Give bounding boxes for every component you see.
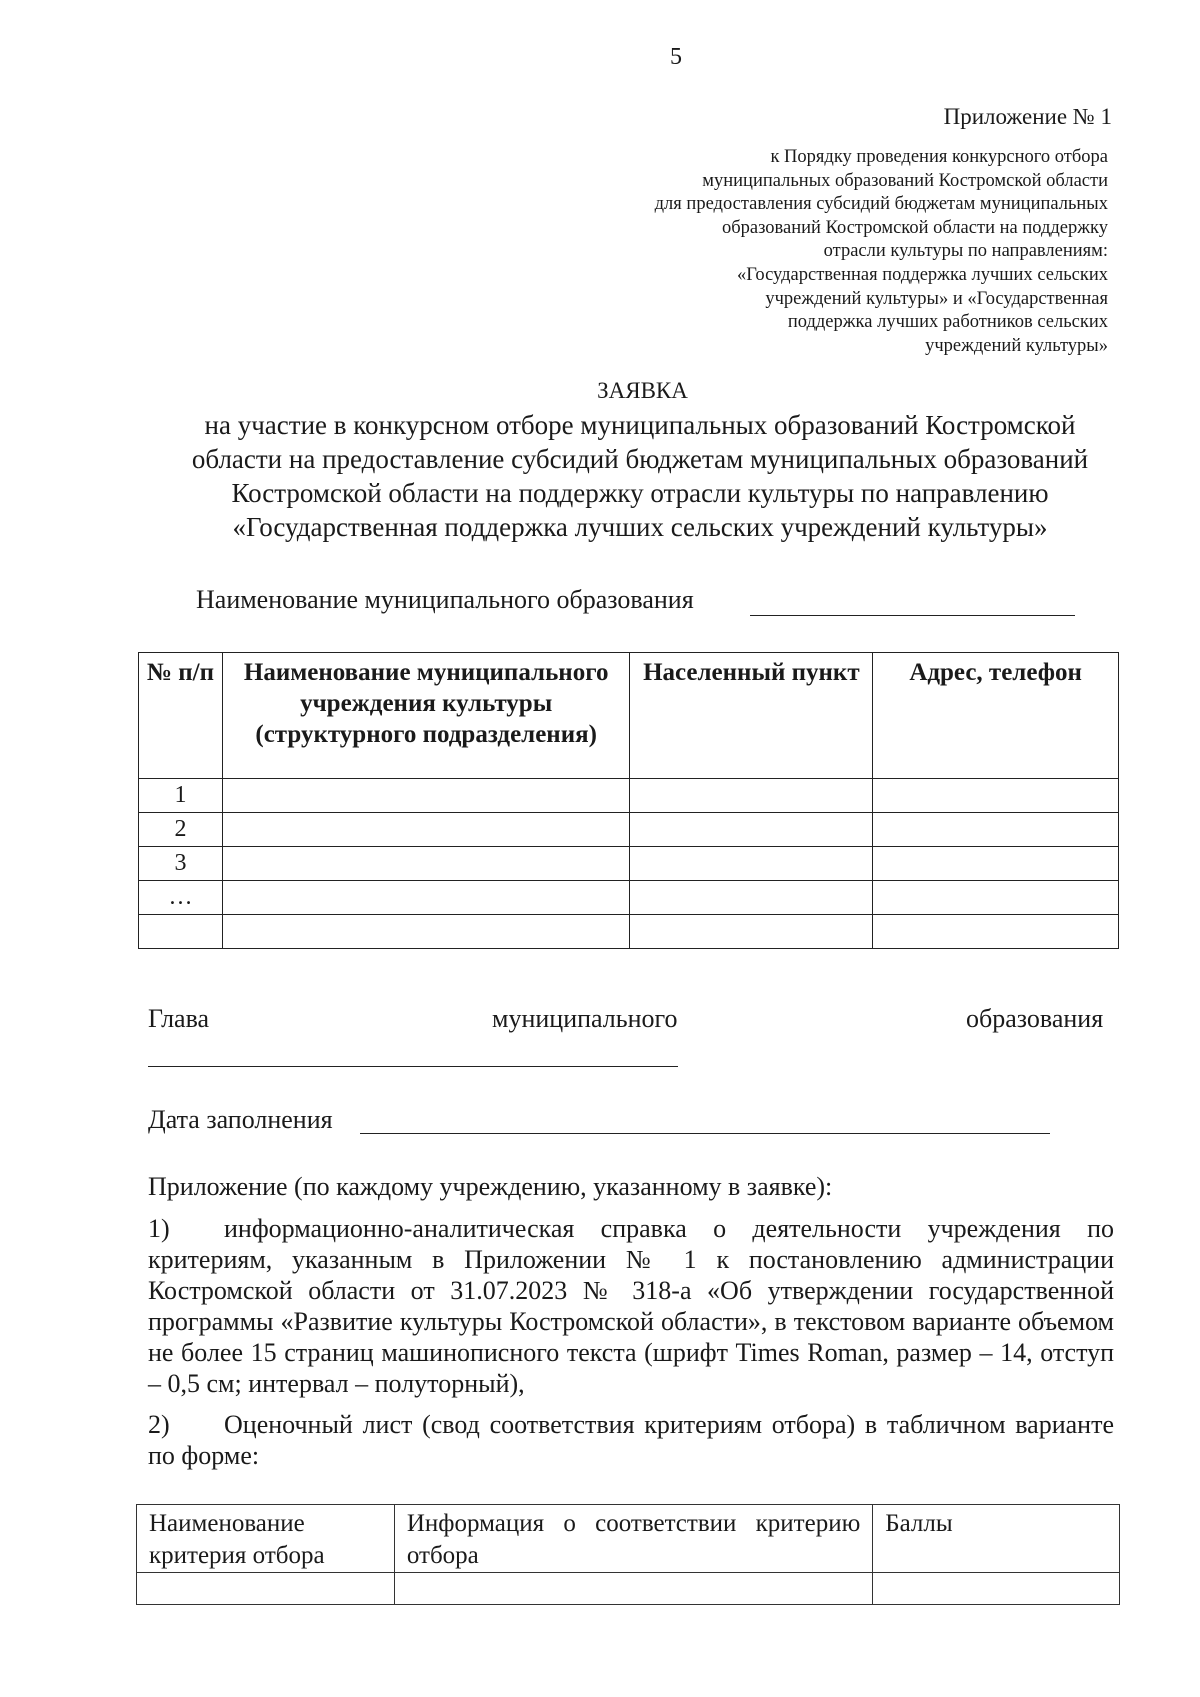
table-row xyxy=(139,881,1119,915)
signature-field[interactable] xyxy=(148,1066,678,1067)
table-header-row xyxy=(139,653,1119,779)
subtitle-line: области на предоставление субсидий бюджетам муниципальных образований xyxy=(191,444,1089,474)
municipality-field[interactable] xyxy=(750,615,1075,616)
date-field[interactable] xyxy=(360,1133,1050,1134)
criteria-table xyxy=(136,1504,1120,1605)
signature-word-entity: образования xyxy=(966,1004,1104,1033)
table-cell[interactable] xyxy=(630,779,873,813)
table-header-row xyxy=(137,1505,1120,1573)
attachment-item-2 xyxy=(148,1409,1114,1471)
attachment-item-1 xyxy=(148,1213,1114,1399)
date-label: Дата заполнения xyxy=(148,1105,333,1134)
column-header-address: Адрес, телефон xyxy=(873,653,1119,779)
appendix-line: для предоставления субсидий бюджетам муниципальных xyxy=(654,194,1108,215)
item-number: 2) xyxy=(148,1410,170,1439)
table-row xyxy=(139,779,1119,813)
table-cell[interactable] xyxy=(137,1573,395,1605)
appendix-line: к Порядку проведения конкурсного отбора xyxy=(770,147,1108,167)
appendix-reference xyxy=(655,146,1108,358)
column-header-information: Информация о соответствии критерию отбора xyxy=(394,1505,872,1573)
table-cell[interactable] xyxy=(630,915,873,949)
table-cell[interactable] xyxy=(873,779,1119,813)
table-cell[interactable] xyxy=(873,1573,1120,1605)
table-row xyxy=(139,813,1119,847)
table-cell[interactable] xyxy=(222,915,630,949)
table-cell[interactable] xyxy=(630,881,873,915)
appendix-line: образований Костромской области на поддержку xyxy=(721,217,1108,238)
attachments-intro: Приложение (по каждому учреждению, указанному в заявке): xyxy=(148,1172,833,1201)
table-cell[interactable] xyxy=(630,847,873,881)
signature-word-head: Глава xyxy=(148,1004,210,1033)
subtitle-line: на участие в конкурсном отборе муниципальных образований Костромской xyxy=(204,410,1076,440)
row-number xyxy=(139,915,223,949)
column-header-institution: Наименование муниципального учреждения культуры (структурного подразделения) xyxy=(222,653,630,779)
appendix-line: муниципальных образований Костромской области xyxy=(702,170,1108,191)
institutions-table xyxy=(138,652,1119,949)
subtitle-line: Костромской области на поддержку отрасли культуры по направлению xyxy=(231,478,1049,508)
item-number: 1) xyxy=(148,1214,170,1243)
table-cell[interactable] xyxy=(222,847,630,881)
table-cell[interactable] xyxy=(630,813,873,847)
table-cell[interactable] xyxy=(222,779,630,813)
table-cell[interactable] xyxy=(222,881,630,915)
table-row xyxy=(139,915,1119,949)
column-header-score: Баллы xyxy=(873,1505,1120,1573)
appendix-line: поддержка лучших работников сельских xyxy=(787,312,1108,333)
row-number: … xyxy=(139,881,223,915)
item-text: Оценочный лист (свод соответствия критериям отбора) в табличном варианте по форме: xyxy=(148,1410,1114,1470)
column-header-criterion: Наименование критерия отбора xyxy=(137,1505,395,1573)
appendix-line: «Государственная поддержка лучших сельских xyxy=(737,264,1108,285)
appendix-title: Приложение № 1 xyxy=(943,104,1112,129)
document-subtitle xyxy=(140,408,1140,544)
column-header-locality: Населенный пункт xyxy=(630,653,873,779)
row-number: 3 xyxy=(139,847,223,881)
row-number: 2 xyxy=(139,813,223,847)
appendix-line: учреждений культуры» xyxy=(925,335,1108,356)
table-cell[interactable] xyxy=(394,1573,872,1605)
subtitle-line: «Государственная поддержка лучших сельских учреждений культуры» xyxy=(232,512,1048,542)
table-cell[interactable] xyxy=(873,813,1119,847)
signature-word-municipal: муниципального xyxy=(492,1004,678,1033)
row-number: 1 xyxy=(139,779,223,813)
table-cell[interactable] xyxy=(873,847,1119,881)
document-title: ЗАЯВКА xyxy=(597,378,688,403)
table-cell[interactable] xyxy=(222,813,630,847)
table-cell[interactable] xyxy=(873,915,1119,949)
item-text: информационно-аналитическая справка о деятельности учреждения по критериям, указанным в Приложении № 1 к постановлению администрации Костромской области от 31.07.2023 № 318-а «Об утверждении государственной программы «Развитие культуры Костромской области», в текстовом варианте объемом не более 15 страниц машинописного текста (шрифт Times Roman, размер – 14, отступ – 0,5 см; интервал – полуторный), xyxy=(148,1214,1114,1398)
table-row xyxy=(139,847,1119,881)
municipality-label: Наименование муниципального образования xyxy=(196,585,694,614)
column-header-number: № п/п xyxy=(139,653,223,779)
appendix-line: учреждений культуры» и «Государственная xyxy=(765,288,1108,309)
table-cell[interactable] xyxy=(873,881,1119,915)
appendix-line: отрасли культуры по направлениям: xyxy=(823,241,1108,262)
table-row xyxy=(137,1573,1120,1605)
